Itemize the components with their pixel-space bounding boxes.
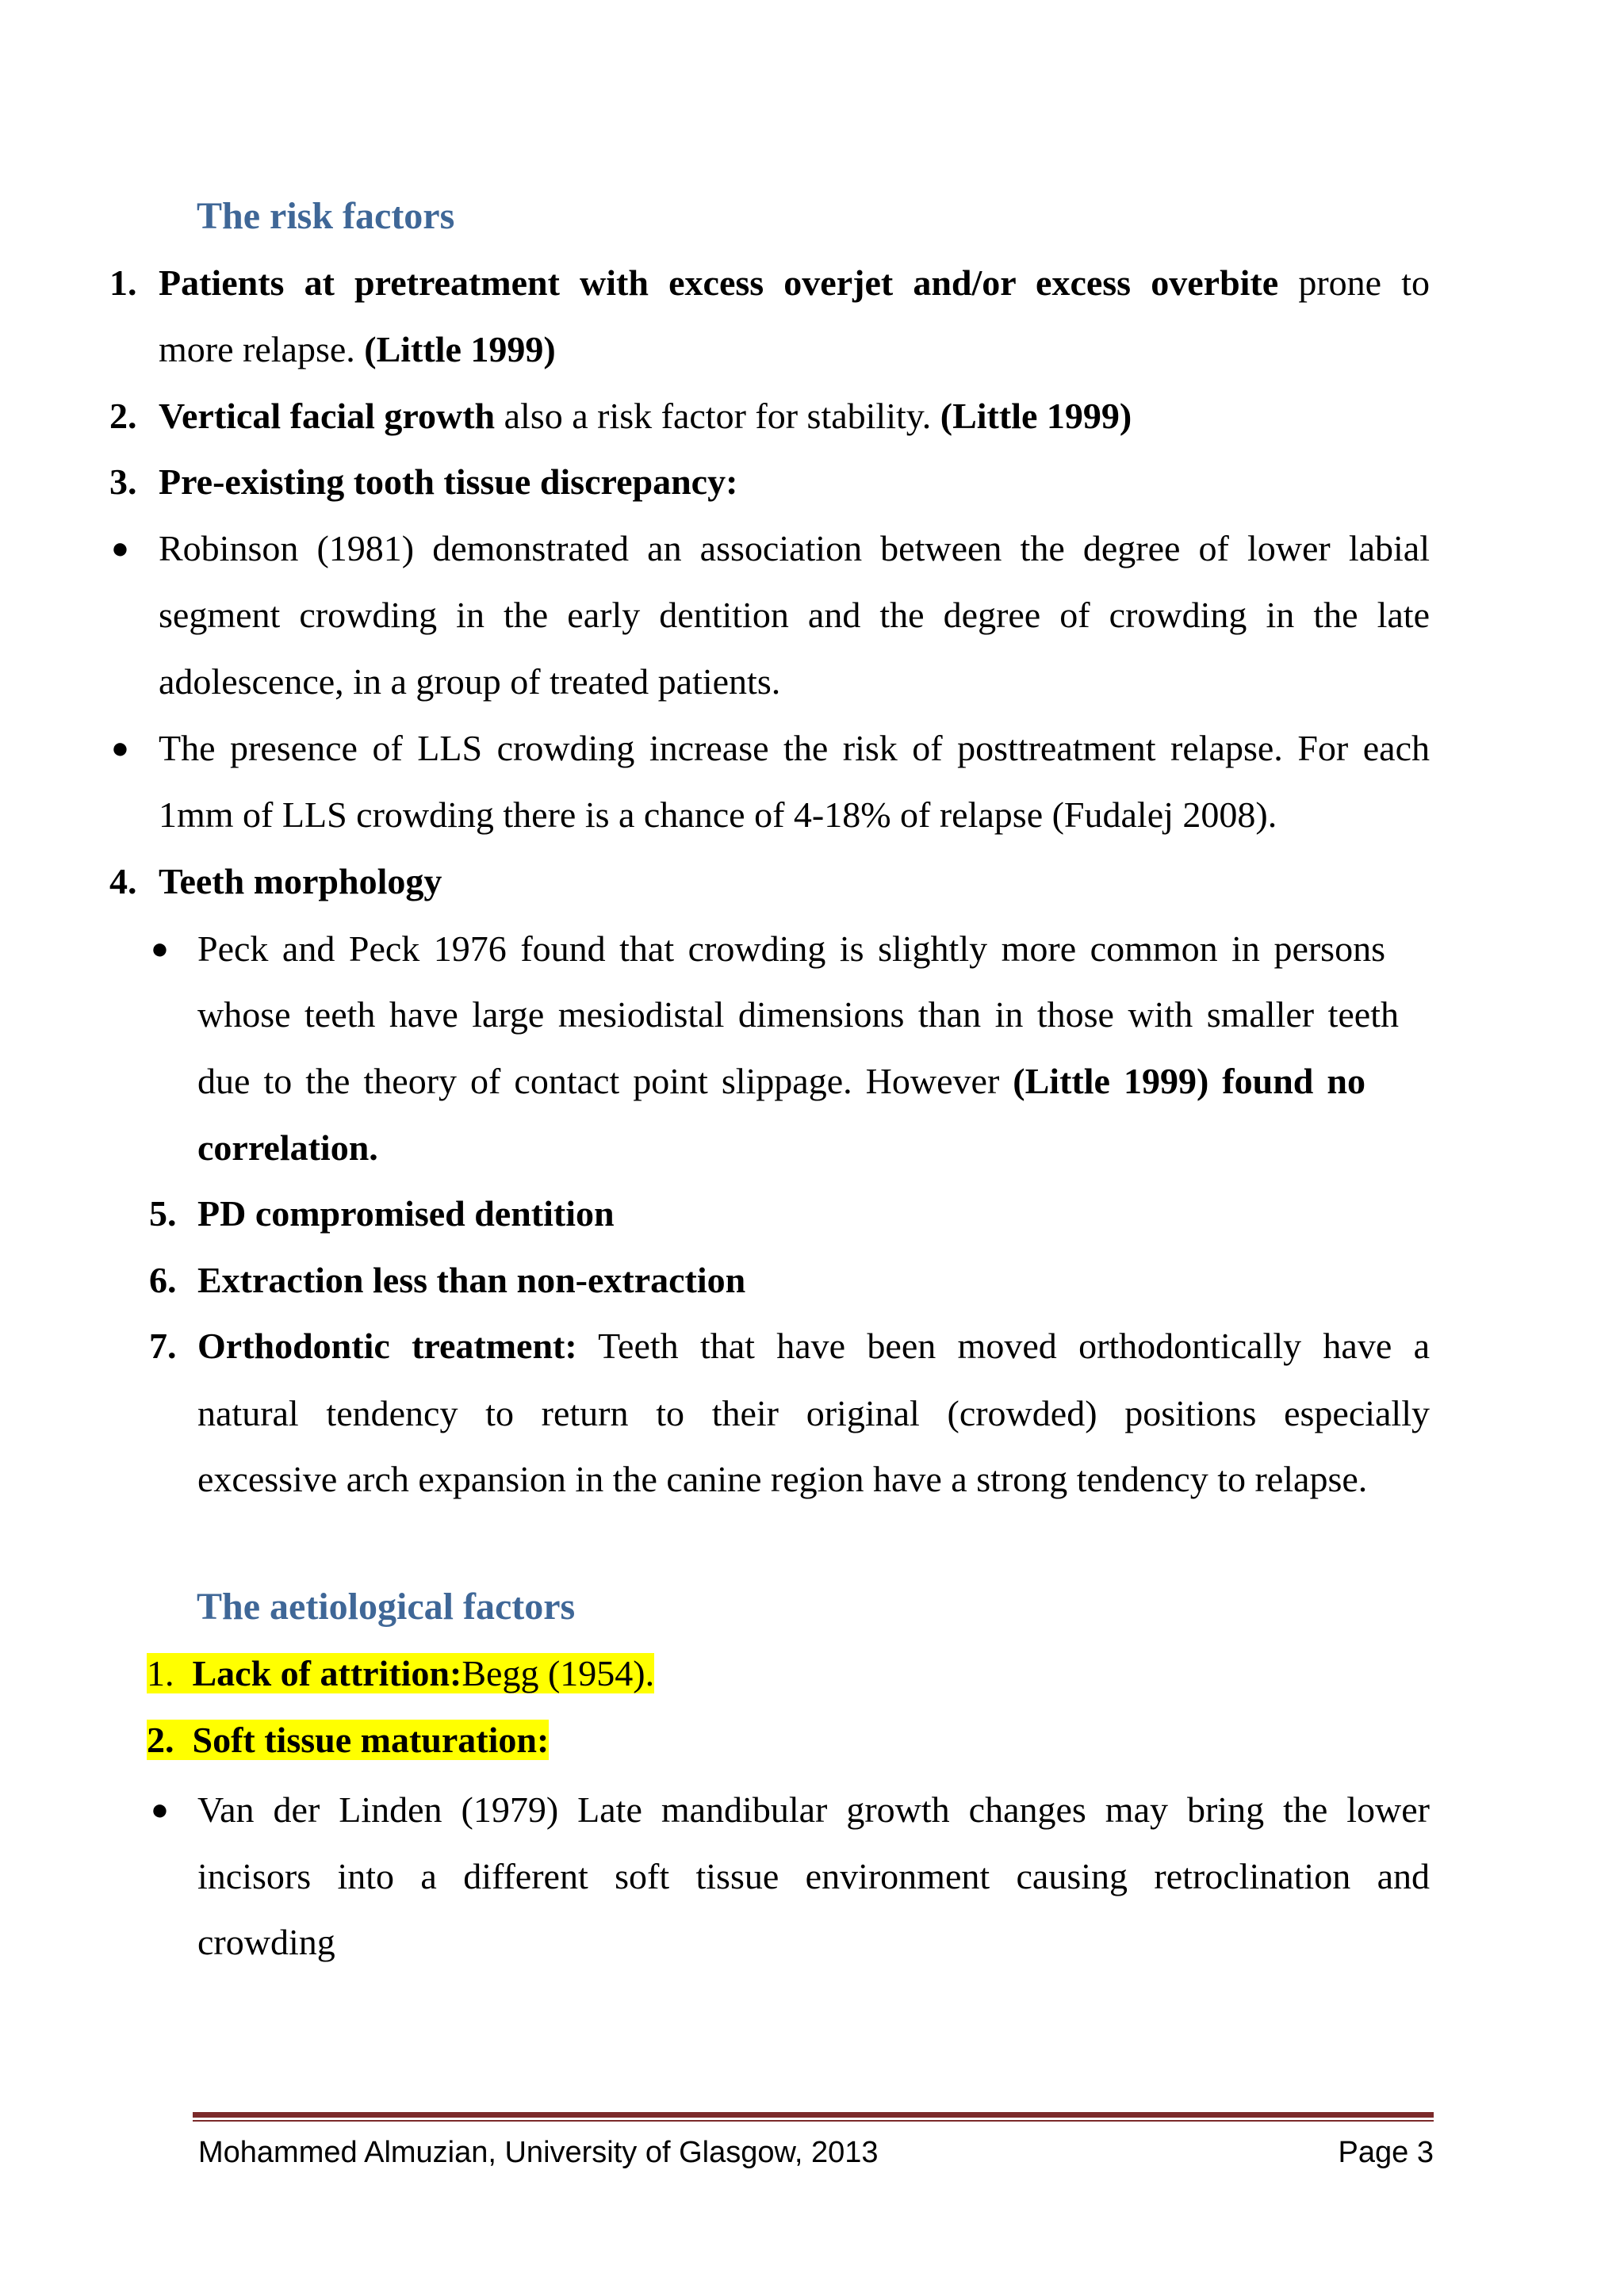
- bullet-dot: ●: [111, 732, 129, 765]
- bullet-dot: ●: [151, 1793, 169, 1827]
- bullet-text: correlation.: [197, 1127, 378, 1168]
- section-heading-risk-factors: The risk factors: [197, 195, 455, 237]
- list-item-2: Vertical facial growth also a risk factor for stability. (Little 1999): [159, 396, 1132, 436]
- list-item-7-continuation: natural tendency to return to their original (crowded) positions especially: [197, 1393, 1430, 1433]
- list-number: 2.: [109, 396, 137, 436]
- list-number: 5.: [149, 1193, 177, 1234]
- list-item-7: Orthodontic treatment: Teeth that have been moved orthodontically have a: [197, 1326, 1430, 1366]
- footer-page-number: Page 3: [1338, 2136, 1434, 2169]
- list-item-7-continuation: excessive arch expansion in the canine region have a strong tendency to relapse.: [197, 1459, 1368, 1499]
- list-item-lack-of-attrition: 1. Lack of attrition:Begg (1954).: [147, 1653, 655, 1693]
- list-number: 4.: [109, 861, 137, 901]
- section-heading-aetiological-factors: The aetiological factors: [197, 1586, 576, 1628]
- bullet-text: adolescence, in a group of treated patients.: [159, 661, 781, 702]
- bullet-dot: ●: [111, 532, 129, 565]
- list-number: 3.: [109, 461, 137, 502]
- bullet-text: crowding: [197, 1922, 335, 1962]
- list-item-soft-tissue-maturation: 2. Soft tissue maturation:: [147, 1720, 550, 1760]
- bullet-text: The presence of LLS crowding increase the risk of posttreatment relapse. For each: [159, 728, 1430, 768]
- bullet-text: segment crowding in the early dentition and the degree of crowding in the late: [159, 595, 1430, 635]
- list-number: 6.: [149, 1260, 177, 1300]
- footer-author: Mohammed Almuzian, University of Glasgow, 2013: [198, 2136, 879, 2169]
- bullet-text: due to the theory of contact point slippage. However (Little 1999) found no: [197, 1061, 1365, 1101]
- footer-rule: [193, 2112, 1434, 2118]
- list-item-5: PD compromised dentition: [197, 1193, 615, 1234]
- list-item-1-continuation: more relapse. (Little 1999): [159, 329, 556, 369]
- footer-rule-thin: [193, 2120, 1434, 2122]
- list-item-3: Pre-existing tooth tissue discrepancy:: [159, 461, 738, 502]
- list-item-4: Teeth morphology: [159, 861, 442, 901]
- bullet-text: incisors into a different soft tissue environment causing retroclination and: [197, 1856, 1430, 1896]
- bullet-text: Robinson (1981) demonstrated an association between the degree of lower labial: [159, 528, 1430, 568]
- list-number: 1.: [109, 262, 137, 303]
- bullet-text: Van der Linden (1979) Late mandibular growth changes may bring the lower: [197, 1789, 1430, 1830]
- list-item-6: Extraction less than non-extraction: [197, 1260, 746, 1300]
- bullet-text: 1mm of LLS crowding there is a chance of 4-18% of relapse (Fudalej 2008).: [159, 794, 1277, 835]
- bullet-text: whose teeth have large mesiodistal dimensions than in those with smaller teeth: [197, 994, 1399, 1035]
- list-item-1: Patients at pretreatment with excess overjet and/or excess overbite prone to: [159, 262, 1430, 303]
- list-number: 7.: [149, 1326, 177, 1366]
- bullet-dot: ●: [151, 932, 169, 966]
- bullet-text: Peck and Peck 1976 found that crowding is slightly more common in persons: [197, 928, 1385, 969]
